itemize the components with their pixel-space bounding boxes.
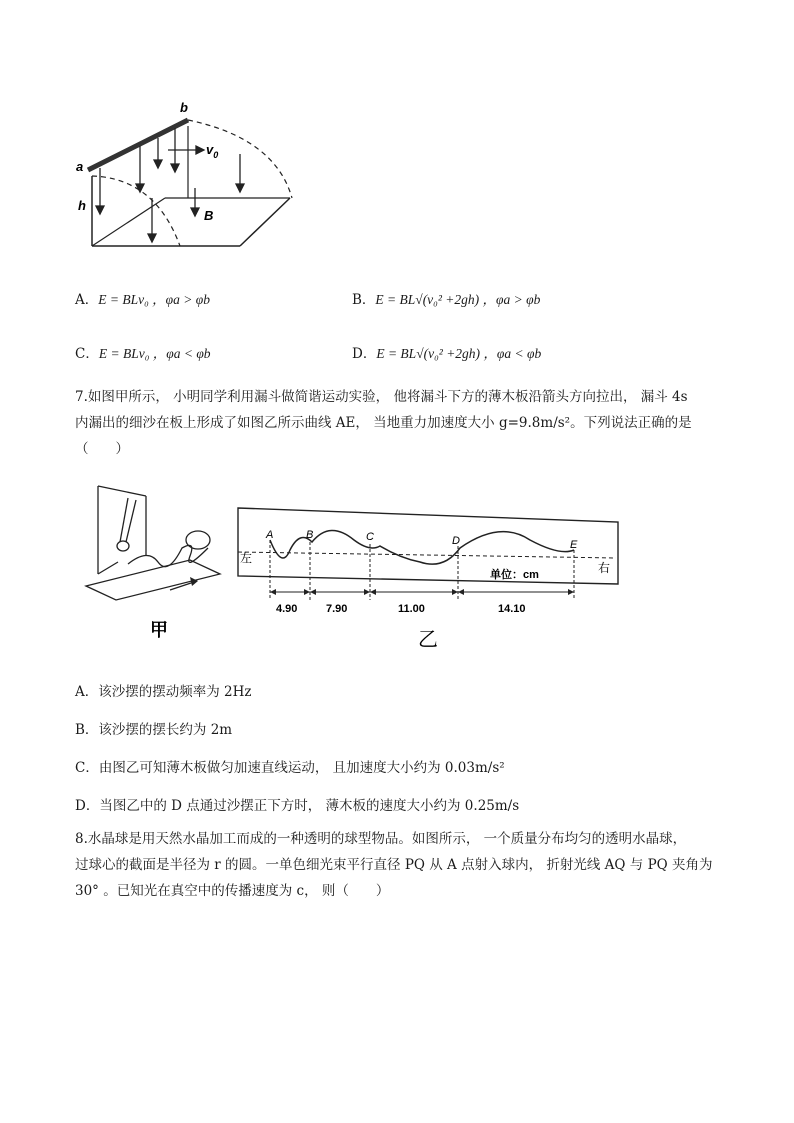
distance-bc: 7.90	[326, 603, 348, 615]
point-label-d: D	[452, 535, 460, 547]
q7-options	[75, 673, 725, 825]
q8-line-1: 8.水晶球是用天然水晶加工而成的一种透明的球型物品。如图所示， 一个质量分布均匀的透明水晶球，	[75, 831, 687, 847]
q7-stem	[75, 384, 725, 462]
fig-jia-apparatus	[78, 478, 238, 648]
rod-label-b: b	[180, 100, 188, 115]
point-label-b: B	[306, 529, 314, 541]
distance-ab: 4.90	[276, 603, 298, 615]
rod-label-a: a	[76, 159, 84, 174]
fig-yi-label: 乙	[418, 629, 438, 651]
point-label-a: A	[266, 529, 274, 541]
point-label-e: E	[570, 539, 578, 551]
label-unit: 单位：cm	[490, 569, 539, 581]
q7-option-b: B．该沙摆的摆长约为 2m	[75, 722, 233, 738]
q7-line-2: 内漏出的细沙在板上形成了如图乙所示曲线 AE， 当地重力加速度大小 g=9.8m/s²。下列说法正确的是	[75, 415, 692, 431]
point-label-c: C	[366, 531, 374, 543]
fig-jia-label: 甲	[150, 620, 168, 640]
q8-stem	[75, 826, 725, 904]
q8-line-2: 过球心的截面是半径为 r 的圆。一单色细光束平行直径 PQ 从 A 点射入球内， 折射光线 AQ 与 PQ 夹角为	[75, 857, 713, 873]
q7-line-3: （ ）	[75, 441, 129, 457]
label-left: 左	[240, 551, 253, 565]
label-right: 右	[598, 561, 611, 575]
q6-option-a: A．E = BLv₀ ，φa > φb	[75, 292, 210, 308]
q7-option-a: A．该沙摆的摆动频率为 2Hz	[75, 684, 252, 700]
distance-cd: 11.00	[398, 603, 425, 615]
q6-option-c: C．E = BLv₀ ，φa < φb	[75, 346, 211, 362]
height-label-h: h	[78, 198, 86, 213]
field-label-B: B	[204, 208, 214, 223]
q7-option-c: C．由图乙可知薄木板做匀加速直线运动， 且加速度大小约为 0.03m/s²	[75, 760, 505, 776]
q8-line-3: 30° 。已知光在真空中的传播速度为 c， 则（ ）	[75, 883, 390, 899]
q6-rod-figure	[70, 98, 310, 258]
q6-option-b: B．E = BL√(v₀² +2gh) ，φa > φb	[352, 292, 541, 308]
distance-de: 14.10	[498, 603, 526, 615]
velocity-label-v0: $v_0$	[206, 142, 219, 160]
q7-line-1: 7.如图甲所示， 小明同学利用漏斗做简谐运动实验， 他将漏斗下方的薄木板沿箭头方向拉出， 漏斗 4s	[75, 389, 688, 405]
q6-option-d: D．E = BL√(v₀² +2gh) ，φa < φb	[352, 346, 542, 362]
fig-yi-trace	[230, 500, 622, 660]
q7-option-d: D．当图乙中的 D 点通过沙摆正下方时， 薄木板的速度大小约为 0.25m/s	[75, 798, 520, 814]
